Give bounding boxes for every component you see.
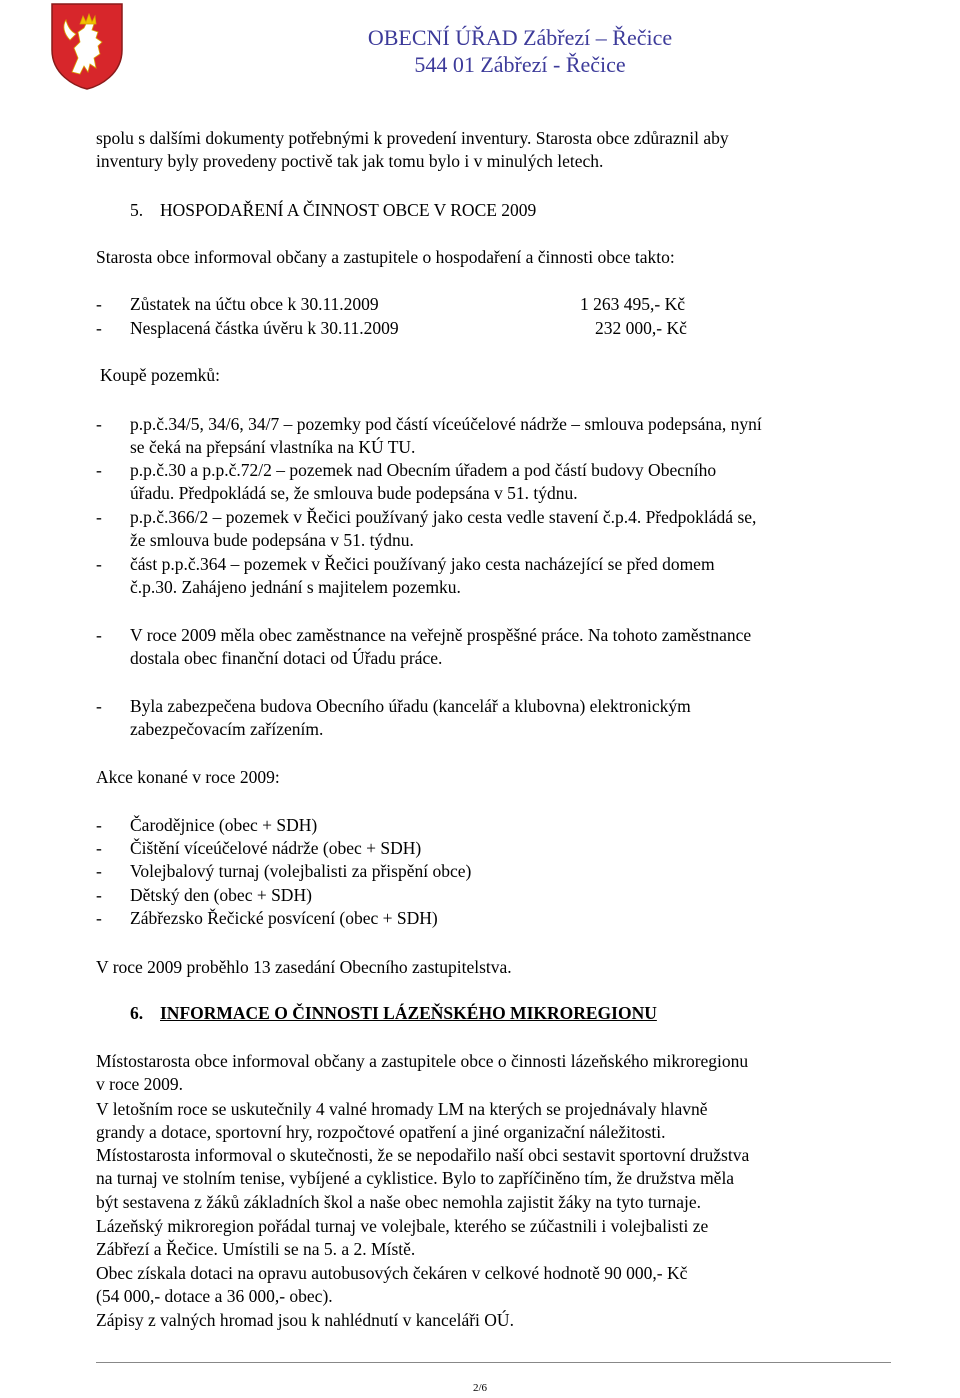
list-item: část p.p.č.364 – pozemek v Řečici používaný jako cesta nacházející se před domem	[130, 554, 715, 574]
list-item-cont: že smlouva bude podepsána v 51. týdnu.	[130, 530, 414, 550]
office-address: 544 01 Zábřezí - Řečice	[414, 52, 626, 77]
footer-divider	[96, 1362, 891, 1363]
section-5-title: HOSPODAŘENÍ A ČINNOST OBCE V ROCE 2009	[160, 200, 537, 220]
list-item-cont: se čeká na přepsání vlastníka na KÚ TU.	[130, 437, 416, 457]
section-6-line: Obec získala dotaci na opravu autobusových čekáren v celkové hodnotě 90 000,- Kč	[96, 1263, 688, 1283]
list-item: Byla zabezpečena budova Obecního úřadu (kancelář a klubovna) elektronickým	[130, 696, 691, 716]
list-item: p.p.č.366/2 – pozemek v Řečici používaný jako cesta vedle stavení č.p.4. Předpokládá se,	[130, 507, 757, 527]
list-dash: -	[96, 294, 102, 314]
list-dash: -	[96, 554, 102, 574]
purchases-label: Koupě pozemků:	[100, 365, 221, 385]
office-title: OBECNÍ ÚŘAD Zábřezí – Řečice	[367, 25, 673, 50]
section-6-line: Místostarosta informoval o skutečnosti, že se nepodařilo naší obci sestavit sportovní družstva	[96, 1145, 750, 1165]
finance-value: 1 263 495,- Kč	[580, 294, 685, 314]
list-dash: -	[96, 838, 102, 858]
list-dash: -	[96, 861, 102, 881]
list-dash: -	[96, 318, 102, 338]
letterhead	[0, 0, 960, 100]
list-dash: -	[96, 815, 102, 835]
event-item: Volejbalový turnaj (volejbalisti za přispění obce)	[130, 861, 472, 881]
list-item: V roce 2009 měla obec zaměstnance na veřejně prospěšné práce. Na tohoto zaměstnance	[130, 625, 752, 645]
section-6-line: V letošním roce se uskutečnily 4 valné hromady LM na kterých se projednávaly hlavně	[96, 1099, 708, 1119]
list-item-cont: č.p.30. Zahájeno jednání s majitelem pozemku.	[130, 577, 461, 597]
list-dash: -	[96, 625, 102, 645]
section-5-intro: Starosta obce informoval občany a zastupitele o hospodaření a činnosti obce takto:	[96, 247, 675, 267]
list-item-cont: dostala obec finanční dotaci od Úřadu práce.	[130, 648, 443, 668]
section-6-number: 6.	[130, 1003, 144, 1023]
intro-line-1: spolu s dalšími dokumenty potřebnými k provedení inventury. Starosta obce zdůraznil aby	[96, 128, 729, 148]
section-5-number: 5.	[130, 200, 144, 220]
list-dash: -	[96, 507, 102, 527]
list-item: p.p.č.30 a p.p.č.72/2 – pozemek nad Obecním úřadem a pod částí budovy Obecního	[130, 460, 717, 480]
event-item: Zábřezsko Řečické posvícení (obec + SDH)	[130, 908, 438, 928]
list-item: p.p.č.34/5, 34/6, 34/7 – pozemky pod částí víceúčelové nádrže – smlouva podepsána, nyní	[130, 414, 762, 434]
event-item: Čarodějnice (obec + SDH)	[130, 815, 318, 835]
list-dash: -	[96, 885, 102, 905]
list-dash: -	[96, 908, 102, 928]
list-item-cont: úřadu. Předpokládá se, že smlouva bude podepsána v 51. týdnu.	[130, 483, 578, 503]
section-6-line: (54 000,- dotace a 36 000,- obec).	[96, 1286, 333, 1306]
page-number: 2/6	[472, 1382, 488, 1394]
section-6-line: na turnaj ve stolním tenise, vybíjené a cyklistice. Bylo to zapříčiněno tím, že družstva měla	[96, 1168, 735, 1188]
finance-label: Nesplacená částka úvěru k 30.11.2009	[130, 318, 399, 338]
section-6-line: Zábřezí a Řečice. Umístili se na 5. a 2. Místě.	[96, 1239, 416, 1259]
list-dash: -	[96, 460, 102, 480]
section-6-line: Zápisy z valných hromad jsou k nahlédnutí v kanceláři OÚ.	[96, 1310, 514, 1330]
events-label: Akce konané v roce 2009:	[96, 767, 280, 787]
section-6-line: grandy a dotace, sportovní hry, rozpočtové opatření a jiné organizační náležitosti.	[96, 1122, 666, 1142]
coat-of-arms-icon	[50, 2, 124, 90]
section-6-line: Lázeňský mikroregion pořádal turnaj ve volejbale, kterého se zúčastnili i volejbalisti ze	[96, 1216, 709, 1236]
section-6-title: INFORMACE O ČINNOSTI LÁZEŇSKÉHO MIKROREGIONU	[160, 1003, 657, 1023]
finance-value: 232 000,- Kč	[595, 318, 687, 338]
event-item: Čištění víceúčelové nádrže (obec + SDH)	[130, 838, 422, 858]
section-6-line: Místostarosta obce informoval občany a zastupitele obce o činnosti lázeňského mikroregionu	[96, 1051, 749, 1071]
section-6-line: v roce 2009.	[96, 1074, 183, 1094]
list-dash: -	[96, 414, 102, 434]
list-dash: -	[96, 696, 102, 716]
list-item-cont: zabezpečovacím zařízením.	[130, 719, 324, 739]
event-item: Dětský den (obec + SDH)	[130, 885, 312, 905]
intro-line-2: inventury byly provedeny poctivě tak jak tomu bylo i v minulých letech.	[96, 151, 604, 171]
finance-label: Zůstatek na účtu obce k 30.11.2009	[130, 294, 379, 314]
section-6-line: být sestavena z žáků základních škol a naše obec nemohla zajistit žáky na tyto turnaje.	[96, 1192, 701, 1212]
meetings-text: V roce 2009 proběhlo 13 zasedání Obecního zastupitelstva.	[96, 957, 512, 977]
